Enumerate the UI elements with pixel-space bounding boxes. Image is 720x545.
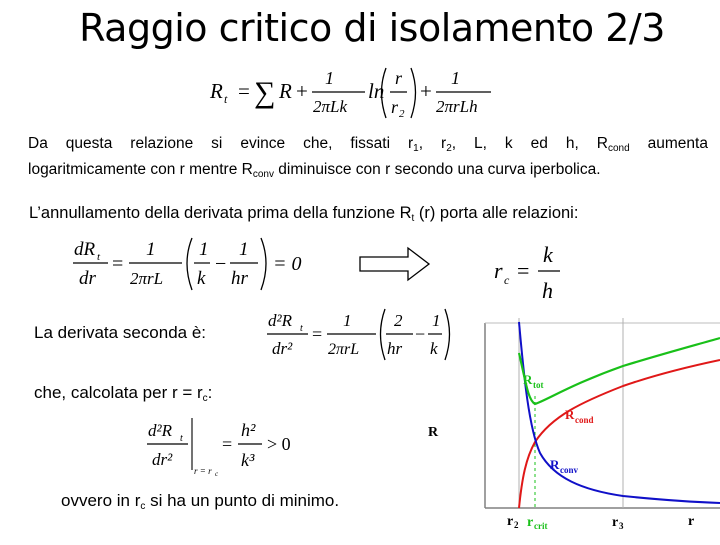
svg-text:+: +	[296, 79, 308, 103]
svg-text:> 0: > 0	[267, 434, 291, 454]
svg-text:k: k	[430, 339, 438, 358]
svg-text:dr²: dr²	[272, 339, 293, 358]
svg-text:dr²: dr²	[152, 450, 173, 469]
tick-rcrit: r	[527, 515, 534, 530]
label-rcond: R	[565, 407, 575, 422]
svg-text:1: 1	[146, 239, 156, 260]
svg-text:R: R	[279, 79, 292, 103]
svg-text:1: 1	[239, 239, 249, 260]
svg-text:crit: crit	[534, 521, 548, 531]
svg-text:2: 2	[394, 311, 403, 330]
resistance-plot	[422, 318, 720, 540]
second-derivative-at-rc-formula	[144, 412, 314, 476]
svg-text:=: =	[112, 253, 124, 275]
svg-text:ln: ln	[368, 79, 385, 103]
svg-text:2πrLh: 2πrLh	[436, 97, 478, 116]
svg-text:dR: dR	[74, 239, 96, 260]
svg-text:1: 1	[451, 68, 460, 88]
tick-r3: r	[612, 515, 619, 530]
curve-rtot	[519, 338, 720, 404]
total-resistance-formula	[205, 62, 495, 124]
implies-arrow	[358, 246, 432, 282]
svg-text:3: 3	[619, 521, 624, 531]
svg-text:d²R: d²R	[268, 311, 292, 330]
sum-symbol: ∑	[254, 76, 276, 109]
svg-text:2πrL: 2πrL	[328, 341, 360, 358]
second-derivative-label: La derivata seconda è:	[34, 323, 207, 342]
tick-r2: r	[507, 514, 514, 529]
minimum-label: ovvero in $r_c$ si ha un punto di minimo.	[61, 491, 340, 512]
svg-text:2πrL: 2πrL	[130, 269, 164, 288]
svg-text:=: =	[238, 79, 250, 103]
svg-text:2: 2	[399, 108, 405, 120]
svg-text:c: c	[504, 273, 510, 287]
svg-text:=: =	[517, 258, 530, 283]
svg-text:−: −	[415, 324, 426, 344]
resistance-plot-svg	[422, 318, 720, 540]
svg-text:hr: hr	[387, 339, 403, 358]
svg-text:d²R: d²R	[148, 421, 172, 440]
svg-text:1: 1	[432, 311, 441, 330]
formula-rt-lhs: R	[210, 79, 223, 103]
curve-rcond	[519, 360, 720, 508]
plot-y-label: R	[428, 425, 439, 440]
svg-text:=: =	[312, 324, 323, 344]
svg-text:c: c	[215, 470, 219, 476]
tick-r: r	[688, 514, 695, 529]
paragraph-derivative: L’annullamento della derivata prima della funzione $R_t$ (r) porta alle relazioni:	[29, 204, 579, 224]
evaluation-label: che, calcolata per $r = r_c$:	[34, 383, 213, 404]
svg-text:r: r	[391, 97, 399, 117]
svg-text:1: 1	[325, 68, 334, 88]
svg-text:tot: tot	[533, 380, 544, 390]
svg-text:r: r	[494, 258, 503, 283]
svg-text:1: 1	[343, 311, 352, 330]
svg-text:2: 2	[514, 520, 519, 530]
svg-text:2πLk: 2πLk	[313, 97, 348, 116]
svg-text:r = r: r = r	[194, 466, 212, 476]
svg-text:= 0: = 0	[273, 253, 302, 275]
svg-text:hr: hr	[231, 268, 248, 289]
svg-text:k: k	[197, 268, 206, 289]
label-rtot: R	[523, 372, 533, 387]
svg-text:k³: k³	[241, 450, 255, 470]
label-rconv: R	[550, 457, 560, 472]
critical-radius-formula	[490, 238, 570, 304]
svg-text:h²: h²	[241, 420, 256, 440]
curve-rconv	[519, 322, 720, 503]
svg-text:=: =	[222, 434, 233, 454]
first-derivative-formula	[70, 232, 315, 294]
svg-text:dr: dr	[79, 268, 96, 289]
svg-text:k: k	[543, 242, 553, 267]
page-title: Raggio critico di isolamento 2/3	[79, 6, 665, 50]
svg-text:t: t	[180, 433, 183, 444]
svg-text:1: 1	[199, 239, 209, 260]
svg-text:t: t	[300, 323, 303, 334]
svg-text:conv: conv	[560, 465, 578, 475]
svg-text:r: r	[395, 68, 403, 88]
paragraph-resistance-behavior: Da questa relazione si evince che, fissati $r_1$, $r_2$, L, k ed h, $R_{cond}$ aumenta logaritmicamente con r mentre $R_{conv}$ diminuisce con r secondo una curva iperbolica.	[28, 135, 708, 180]
svg-text:t: t	[224, 92, 228, 106]
svg-text:+: +	[420, 79, 432, 103]
svg-text:cond: cond	[575, 415, 594, 425]
svg-text:−: −	[215, 253, 227, 275]
svg-text:t: t	[97, 251, 101, 263]
svg-text:h: h	[542, 278, 553, 303]
